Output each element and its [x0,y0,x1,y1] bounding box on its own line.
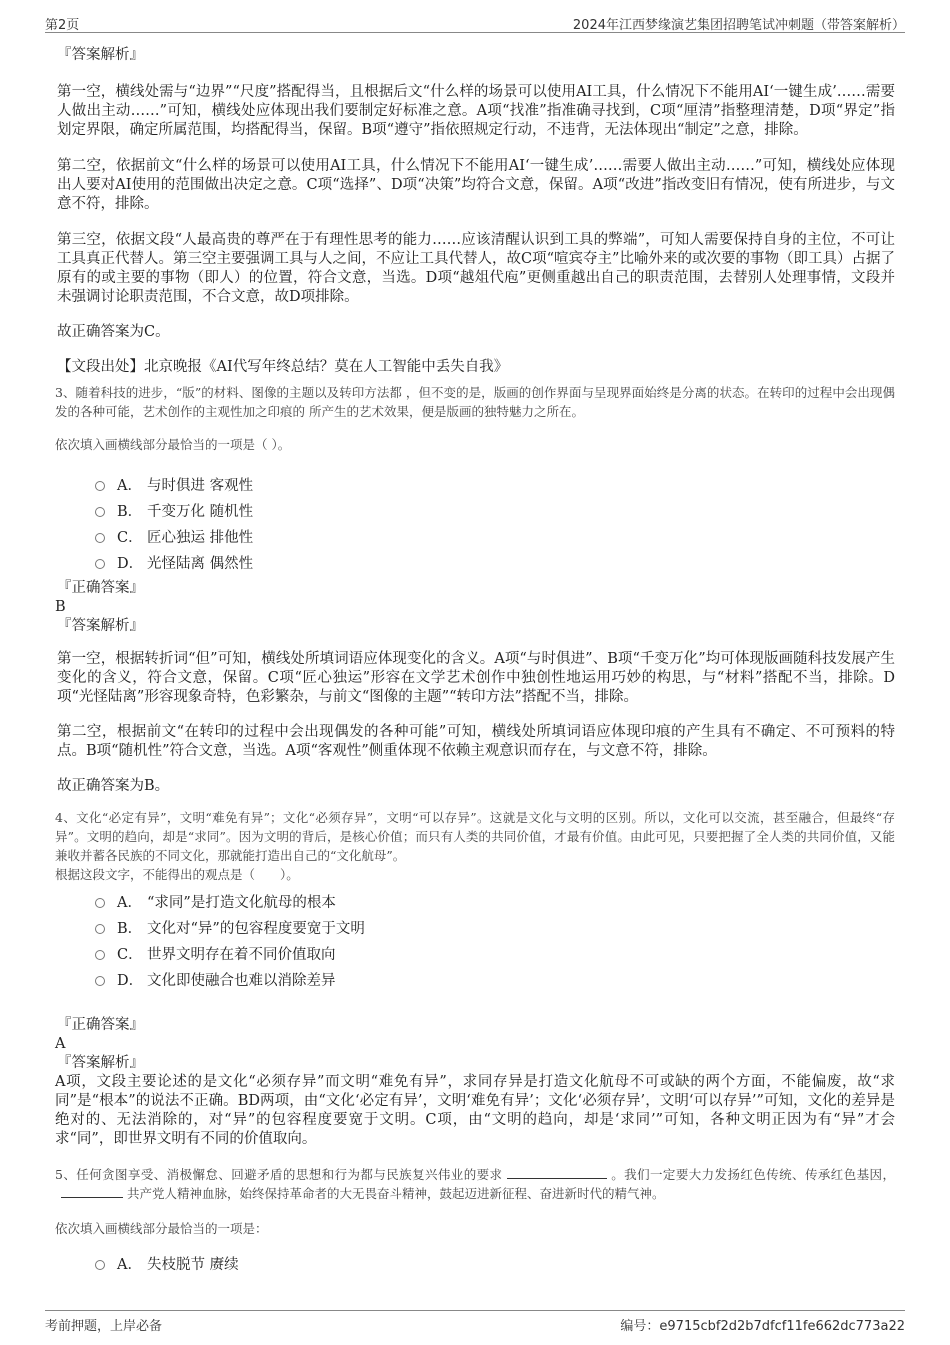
document-content [57,42,895,1276]
q3-analysis-blank1: 第一空，根据转折词“但”可知，横线处所填词语应体现变化的含义。A项“与时俱进”、B项“千变万化”均可体现版画随科技发展产生变化的含义，符合文意，保留。C项“匠心独运”形容在文学艺术创作中独创性地运用巧妙的构思，与“材料”搭配不当，排除。D项“光怪陆离”形容现象奇特，色彩繁杂，与前文“图像的主题”“转印方法”搭配不当，排除。 [57,651,895,705]
q3-question-text: 3、随着科技的进步，“版”的材料、图像的主题以及转印方法都 ，但不变的是，版画的创作界面与呈现界面始终是分离的状态。在转印的过程中会出现偶发的各种可能，艺术创作的主观性加之印痕的 所产生的艺术效果，便是版画的独特魅力之所在。 [55,385,895,419]
q3-option-c[interactable]: C． 匠心独运 排他性 [95,523,895,549]
q3-options [95,471,895,575]
q4-option-c[interactable]: C． 世界文明存在着不同价值取向 [95,940,895,966]
q5-blank-1 [507,1165,607,1179]
page-header [45,10,905,33]
q2-source: 【文段出处】北京晚报《AI代写年终总结？莫在人工智能中丢失自我》 [57,359,509,375]
q5-option-a[interactable]: A． 失枝脱节 赓续 [95,1250,895,1276]
page-footer [45,1310,905,1334]
q3-conclusion: 故正确答案为B。 [57,778,170,794]
q2-analysis-blank1: 第一空，横线处需与“边界”“尺度”搭配得当，且根据后文“什么样的场景可以使用AI工具，什么情况下不能用AI‘一键生成’……需要人做出主动……”可知，横线处应体现出我们要制定好标准之意。A项“找准”指准确寻找到，C项“厘清”指整理清楚，D项“界定”指划定界限，确定所属范围，均搭配得当，保留。B项“遵守”指依照规定行动，不违背，无法体现出“制定”之意，排除。 [57,84,895,138]
document-id: 编号：e9715cbf2d2b7dfcf11fe662dc773a22 [620,1319,905,1334]
q3-option-b[interactable]: B． 千变万化 随机性 [95,497,895,523]
radio-icon[interactable] [95,924,105,934]
q3-answer: B [55,599,66,615]
radio-icon[interactable] [95,533,105,543]
q4-option-b[interactable]: B． 文化对“异”的包容程度要宽于文明 [95,914,895,940]
q2-analysis-blank3: 第三空，依据文段“人最高贵的尊严在于有理性思考的能力……应该清醒认识到工具的弊端”，可知人需要保持自身的主位，不可让工具真正代替人。第三空主要强调工具与人之间，不应让工具代替人，故C项“喧宾夺主”比喻外来的或次要的事物（即工具）占据了原有的或主要的事物（即人）的位置，符合文意，当选。D项“越俎代庖”更侧重越出自己的职责范围，去替别人处理事情，文段并未强调讨论职责范围，不合文意，故D项排除。 [57,232,895,305]
q4-answer: A [55,1036,66,1052]
radio-icon[interactable] [95,559,105,569]
analysis-label: 『答案解析』 [57,47,144,63]
q4-question-text: 4、文化“必定有异”，文明“难免有异”；文化“必须存异”，文明“可以存异”。这就是文化与文明的区别。所以，文化可以交流，甚至融合，但最终“存异”。文明的趋向，却是“求同”。因为文明的背后，是核心价值；而只有人类的共同价值，才最有价值。由此可见，只要把握了全人类的共同价值，又能兼收并蓄各民族的不同文化，那就能打造出自己的“文化航母”。 [55,810,895,863]
q2-conclusion: 故正确答案为C。 [57,324,170,340]
correct-answer-label: 『正确答案』 [57,1017,144,1033]
q5-question-text: 5、任何贪图享受、消极懈怠、回避矛盾的思想和行为都与民族复兴伟业的要求 。我们一定要大力发扬红色传统、传承红色基因， 共产党人精神血脉，始终保持革命者的大无畏奋斗精神，鼓起迈进新征程、奋进新时代的精气神。 [55,1167,895,1201]
q4-option-d[interactable]: D． 文化即使融合也难以消除差异 [95,966,895,992]
q5-options [95,1250,895,1276]
correct-answer-label: 『正确答案』 [57,580,144,596]
q3-option-d[interactable]: D． 光怪陆离 偶然性 [95,549,895,575]
q3-analysis-blank2: 第二空，根据前文“在转印的过程中会出现偶发的各种可能”可知，横线处所填词语应体现印痕的产生具有不确定、不可预料的特点。B项“随机性”符合文意，当选。A项“客观性”侧重体现不依赖主观意识而存在，与文意不符，排除。 [57,724,895,759]
q5-blank-2 [61,1184,123,1198]
q4-analysis: A项，文段主要论述的是文化“必须存异”而文明“难免有异”，求同存异是打造文化航母不可或缺的两个方面，不能偏废，故“求同”是“根本”的说法不正确。BD两项，由“文化‘必定有异’，文明‘难免有异’；文化‘必须存异’，文明‘可以存异’”可知，文化的差异是绝对的、无法消除的，对“异”的包容程度要宽于文明。C项，由“文明的趋向，却是‘求同’”可知，各种文明正因为有“异”才会求“同”，即世界文明有不同的价值取向。 [55,1074,895,1147]
analysis-label: 『答案解析』 [57,618,144,634]
footer-slogan: 考前押题，上岸必备 [45,1319,163,1334]
q3-prompt: 依次填入画横线部分最恰当的一项是（ ）。 [55,437,291,452]
radio-icon[interactable] [95,481,105,491]
radio-icon[interactable] [95,950,105,960]
q4-options [95,888,895,992]
q2-analysis-blank2: 第二空，依据前文“什么样的场景可以使用AI工具，什么情况下不能用AI‘一键生成’……需要人做出主动……”可知，横线处应体现出人要对AI使用的范围做出决定之意。C项“选择”、D项“决策”均符合文意，保留。A项“改进”指改变旧有情况，使有所进步，与文意不符，排除。 [57,158,895,212]
radio-icon[interactable] [95,976,105,986]
radio-icon[interactable] [95,1260,105,1270]
radio-icon[interactable] [95,898,105,908]
page-number: 第2页 [45,18,80,33]
q4-option-a[interactable]: A． “求同”是打造文化航母的根本 [95,888,895,914]
q5-prompt: 依次填入画横线部分最恰当的一项是： [55,1221,268,1236]
analysis-label: 『答案解析』 [57,1055,144,1071]
document-title: 2024年江西梦缘演艺集团招聘笔试冲刺题（带答案解析） [572,18,905,33]
q4-prompt: 根据这段文字，不能得出的观点是（ ）。 [55,867,299,882]
q3-option-a[interactable]: A． 与时俱进 客观性 [95,471,895,497]
radio-icon[interactable] [95,507,105,517]
